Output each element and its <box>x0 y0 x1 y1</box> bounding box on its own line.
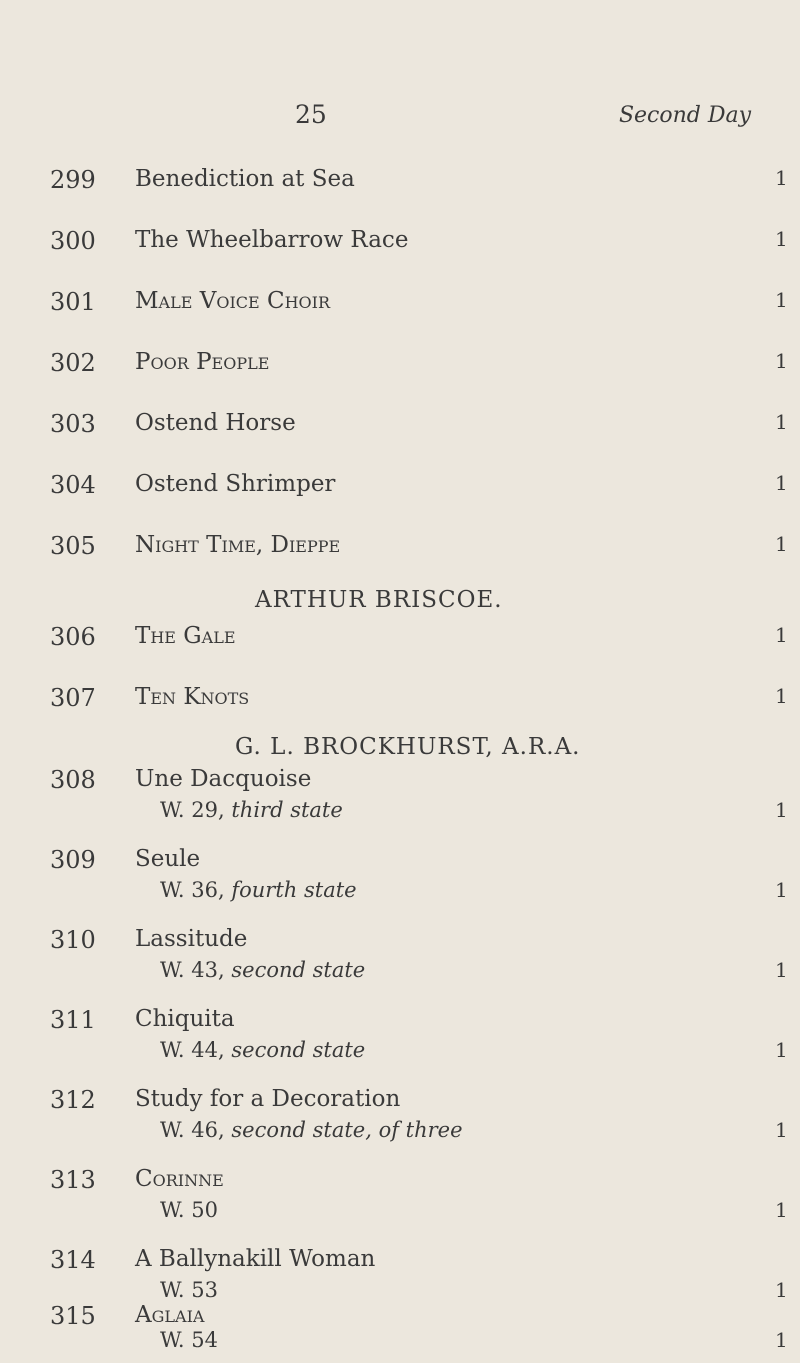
lot-reference <box>160 1328 218 1352</box>
lot-state: second state, of three <box>231 1118 463 1142</box>
lot-number: 306 <box>50 623 96 651</box>
lot-quantity: 1 <box>775 623 788 647</box>
lot-row <box>0 926 800 958</box>
lot-quantity: 1 <box>775 227 788 251</box>
lot-number: 300 <box>50 227 96 255</box>
lot-quantity: 1 <box>775 1198 788 1222</box>
lot-number: 301 <box>50 288 96 316</box>
lot-reference <box>160 1278 218 1302</box>
lot-row <box>0 471 800 503</box>
lot-title: Aglaia <box>135 1302 205 1328</box>
lot-title: Ostend Horse <box>135 410 296 436</box>
lot-row <box>0 410 800 442</box>
artist-heading: ARTHUR BRISCOE. <box>255 587 503 613</box>
lot-row <box>0 227 800 259</box>
lot-title: The Wheelbarrow Race <box>135 227 409 253</box>
lot-row <box>0 1246 800 1278</box>
lot-subline <box>0 1328 800 1360</box>
lot-number: 315 <box>50 1302 96 1330</box>
lot-subline <box>0 1038 800 1070</box>
wright-number: W. 53 <box>160 1278 218 1302</box>
lot-row <box>0 532 800 564</box>
lot-row <box>0 846 800 878</box>
page-number: 25 <box>295 100 327 129</box>
lot-quantity: 1 <box>775 1118 788 1142</box>
lot-reference <box>160 1198 218 1222</box>
lot-quantity: 1 <box>775 288 788 312</box>
lot-state: third state <box>231 798 343 822</box>
lot-number: 303 <box>50 410 96 438</box>
lot-quantity: 1 <box>775 1278 788 1302</box>
lot-subline <box>0 1198 800 1230</box>
lot-number: 299 <box>50 166 96 194</box>
lot-row <box>0 766 800 798</box>
lot-title: Study for a Decoration <box>135 1086 401 1112</box>
lot-quantity: 1 <box>775 878 788 902</box>
lot-row <box>0 288 800 320</box>
lot-subline <box>0 958 800 990</box>
lot-reference <box>160 878 357 902</box>
lot-subline <box>0 1118 800 1150</box>
lot-title: Male Voice Choir <box>135 288 331 314</box>
lot-reference <box>160 1038 365 1062</box>
lot-number: 307 <box>50 684 96 712</box>
lot-number: 309 <box>50 846 96 874</box>
lot-title: Une Dacquoise <box>135 766 312 792</box>
lot-title: Night Time, Dieppe <box>135 532 341 558</box>
lot-number: 310 <box>50 926 96 954</box>
lot-row <box>0 1166 800 1198</box>
lot-number: 302 <box>50 349 96 377</box>
lot-state: second state <box>231 958 366 982</box>
lot-reference <box>160 958 365 982</box>
lot-row <box>0 1086 800 1118</box>
lot-quantity: 1 <box>775 471 788 495</box>
lot-quantity: 1 <box>775 349 788 373</box>
lot-subline <box>0 878 800 910</box>
lot-title: Ostend Shrimper <box>135 471 336 497</box>
lot-quantity: 1 <box>775 166 788 190</box>
lot-state: second state <box>231 1038 366 1062</box>
lot-quantity: 1 <box>775 532 788 556</box>
wright-number: W. 29, <box>160 798 225 822</box>
lot-title: Ten Knots <box>135 684 250 710</box>
lot-quantity: 1 <box>775 798 788 822</box>
lot-state: fourth state <box>231 878 357 902</box>
lot-row <box>0 1006 800 1038</box>
wright-number: W. 50 <box>160 1198 218 1222</box>
wright-number: W. 36, <box>160 878 225 902</box>
lot-title: The Gale <box>135 623 236 649</box>
lot-reference <box>160 1118 463 1142</box>
lot-title: Corinne <box>135 1166 224 1192</box>
wright-number: W. 46, <box>160 1118 225 1142</box>
lot-row <box>0 349 800 381</box>
lot-row <box>0 684 800 716</box>
lot-title: Chiquita <box>135 1006 235 1032</box>
lot-title: Benediction at Sea <box>135 166 355 192</box>
section-heading: Second Day <box>618 103 752 128</box>
lot-quantity: 1 <box>775 684 788 708</box>
lot-number: 304 <box>50 471 96 499</box>
lot-subline <box>0 798 800 830</box>
artist-heading: G. L. BROCKHURST, A.R.A. <box>235 734 581 760</box>
lot-reference <box>160 798 343 822</box>
lot-quantity: 1 <box>775 1038 788 1062</box>
lot-quantity: 1 <box>775 1328 788 1352</box>
wright-number: W. 54 <box>160 1328 218 1352</box>
lot-quantity: 1 <box>775 958 788 982</box>
lot-number: 314 <box>50 1246 96 1274</box>
lot-title: Seule <box>135 846 201 872</box>
lot-number: 311 <box>50 1006 96 1034</box>
lot-title: A Ballynakill Woman <box>135 1246 376 1272</box>
lot-number: 312 <box>50 1086 96 1114</box>
lot-title: Poor People <box>135 349 270 375</box>
wright-number: W. 44, <box>160 1038 225 1062</box>
wright-number: W. 43, <box>160 958 225 982</box>
lot-row <box>0 623 800 655</box>
lot-number: 308 <box>50 766 96 794</box>
lot-number: 313 <box>50 1166 96 1194</box>
lot-row <box>0 166 800 198</box>
lot-number: 305 <box>50 532 96 560</box>
lot-quantity: 1 <box>775 410 788 434</box>
lot-title: Lassitude <box>135 926 248 952</box>
